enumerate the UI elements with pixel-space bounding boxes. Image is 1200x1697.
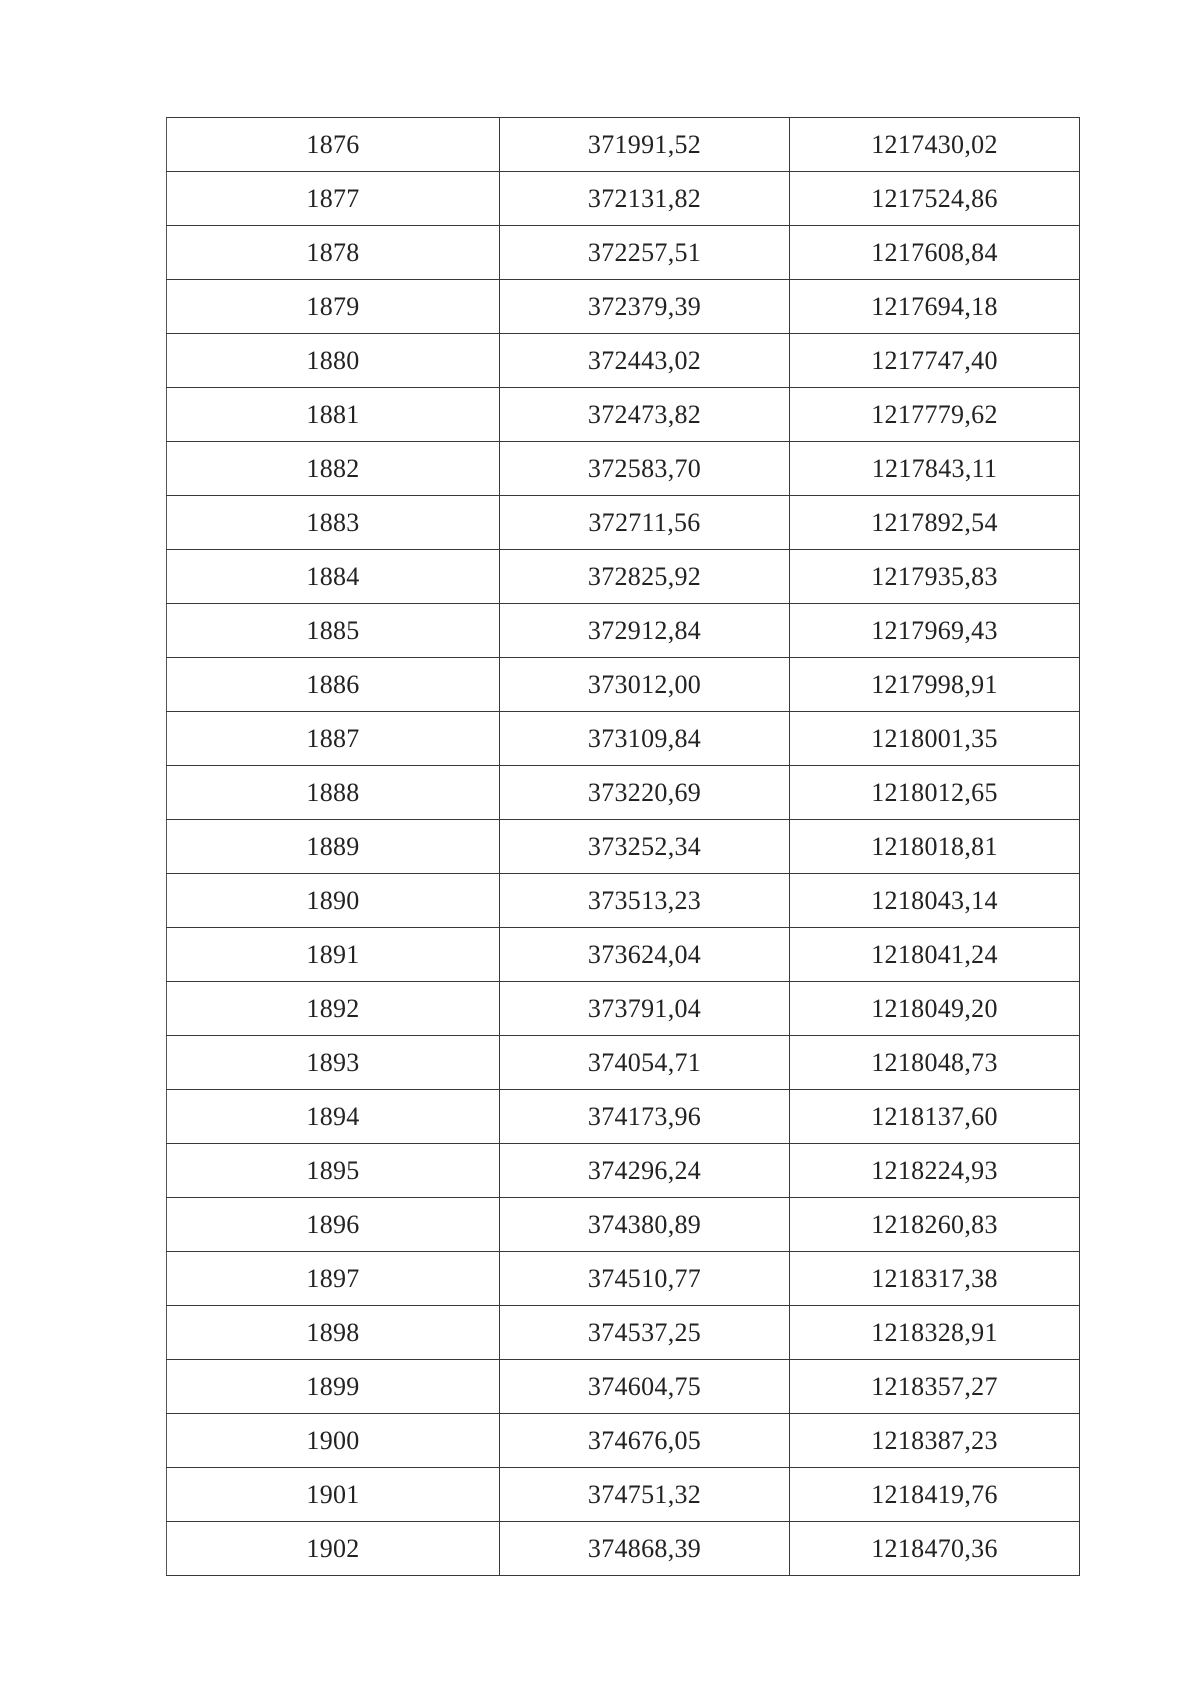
x-coordinate-cell: 372711,56 xyxy=(500,496,790,550)
y-coordinate-cell: 1218041,24 xyxy=(790,928,1080,982)
point-number-cell: 1890 xyxy=(167,874,500,928)
point-number-cell: 1895 xyxy=(167,1144,500,1198)
y-coordinate-cell: 1217969,43 xyxy=(790,604,1080,658)
y-coordinate-cell: 1218419,76 xyxy=(790,1468,1080,1522)
point-number-cell: 1878 xyxy=(167,226,500,280)
x-coordinate-cell: 372583,70 xyxy=(500,442,790,496)
x-coordinate-cell: 374676,05 xyxy=(500,1414,790,1468)
x-coordinate-cell: 372825,92 xyxy=(500,550,790,604)
point-number-cell: 1888 xyxy=(167,766,500,820)
table-row xyxy=(167,604,1080,658)
x-coordinate-cell: 373513,23 xyxy=(500,874,790,928)
y-coordinate-cell: 1218137,60 xyxy=(790,1090,1080,1144)
table-row xyxy=(167,388,1080,442)
point-number-cell: 1897 xyxy=(167,1252,500,1306)
point-number-cell: 1901 xyxy=(167,1468,500,1522)
y-coordinate-cell: 1218328,91 xyxy=(790,1306,1080,1360)
y-coordinate-cell: 1218043,14 xyxy=(790,874,1080,928)
point-number-cell: 1876 xyxy=(167,118,500,172)
x-coordinate-cell: 374510,77 xyxy=(500,1252,790,1306)
point-number-cell: 1894 xyxy=(167,1090,500,1144)
table-row xyxy=(167,766,1080,820)
x-coordinate-cell: 373791,04 xyxy=(500,982,790,1036)
y-coordinate-cell: 1218049,20 xyxy=(790,982,1080,1036)
x-coordinate-cell: 373220,69 xyxy=(500,766,790,820)
point-number-cell: 1898 xyxy=(167,1306,500,1360)
x-coordinate-cell: 374054,71 xyxy=(500,1036,790,1090)
table-row xyxy=(167,1522,1080,1576)
y-coordinate-cell: 1218018,81 xyxy=(790,820,1080,874)
y-coordinate-cell: 1218260,83 xyxy=(790,1198,1080,1252)
point-number-cell: 1879 xyxy=(167,280,500,334)
y-coordinate-cell: 1217608,84 xyxy=(790,226,1080,280)
point-number-cell: 1882 xyxy=(167,442,500,496)
y-coordinate-cell: 1217843,11 xyxy=(790,442,1080,496)
table-row xyxy=(167,712,1080,766)
point-number-cell: 1900 xyxy=(167,1414,500,1468)
point-number-cell: 1880 xyxy=(167,334,500,388)
coordinates-table-body xyxy=(167,118,1080,1576)
table-row xyxy=(167,226,1080,280)
y-coordinate-cell: 1217998,91 xyxy=(790,658,1080,712)
y-coordinate-cell: 1218357,27 xyxy=(790,1360,1080,1414)
point-number-cell: 1881 xyxy=(167,388,500,442)
x-coordinate-cell: 372473,82 xyxy=(500,388,790,442)
point-number-cell: 1887 xyxy=(167,712,500,766)
x-coordinate-cell: 372912,84 xyxy=(500,604,790,658)
table-row xyxy=(167,1360,1080,1414)
point-number-cell: 1896 xyxy=(167,1198,500,1252)
point-number-cell: 1886 xyxy=(167,658,500,712)
table-row xyxy=(167,928,1080,982)
table-row xyxy=(167,982,1080,1036)
y-coordinate-cell: 1217892,54 xyxy=(790,496,1080,550)
table-row xyxy=(167,1198,1080,1252)
y-coordinate-cell: 1217524,86 xyxy=(790,172,1080,226)
x-coordinate-cell: 372379,39 xyxy=(500,280,790,334)
point-number-cell: 1891 xyxy=(167,928,500,982)
x-coordinate-cell: 374296,24 xyxy=(500,1144,790,1198)
y-coordinate-cell: 1218001,35 xyxy=(790,712,1080,766)
table-row xyxy=(167,442,1080,496)
x-coordinate-cell: 374380,89 xyxy=(500,1198,790,1252)
x-coordinate-cell: 373109,84 xyxy=(500,712,790,766)
table-row xyxy=(167,1468,1080,1522)
point-number-cell: 1884 xyxy=(167,550,500,604)
table-row xyxy=(167,334,1080,388)
x-coordinate-cell: 373252,34 xyxy=(500,820,790,874)
table-row xyxy=(167,550,1080,604)
y-coordinate-cell: 1217779,62 xyxy=(790,388,1080,442)
table-row xyxy=(167,1144,1080,1198)
point-number-cell: 1885 xyxy=(167,604,500,658)
table-row xyxy=(167,820,1080,874)
point-number-cell: 1877 xyxy=(167,172,500,226)
y-coordinate-cell: 1218470,36 xyxy=(790,1522,1080,1576)
table-row xyxy=(167,874,1080,928)
y-coordinate-cell: 1217694,18 xyxy=(790,280,1080,334)
point-number-cell: 1899 xyxy=(167,1360,500,1414)
y-coordinate-cell: 1218387,23 xyxy=(790,1414,1080,1468)
point-number-cell: 1893 xyxy=(167,1036,500,1090)
table-row xyxy=(167,172,1080,226)
table-row xyxy=(167,658,1080,712)
table-row xyxy=(167,1306,1080,1360)
y-coordinate-cell: 1218012,65 xyxy=(790,766,1080,820)
y-coordinate-cell: 1217747,40 xyxy=(790,334,1080,388)
table-row xyxy=(167,118,1080,172)
x-coordinate-cell: 374868,39 xyxy=(500,1522,790,1576)
x-coordinate-cell: 372257,51 xyxy=(500,226,790,280)
x-coordinate-cell: 373012,00 xyxy=(500,658,790,712)
x-coordinate-cell: 374751,32 xyxy=(500,1468,790,1522)
point-number-cell: 1889 xyxy=(167,820,500,874)
y-coordinate-cell: 1217935,83 xyxy=(790,550,1080,604)
x-coordinate-cell: 374604,75 xyxy=(500,1360,790,1414)
x-coordinate-cell: 373624,04 xyxy=(500,928,790,982)
table-row xyxy=(167,1036,1080,1090)
point-number-cell: 1902 xyxy=(167,1522,500,1576)
y-coordinate-cell: 1217430,02 xyxy=(790,118,1080,172)
x-coordinate-cell: 372443,02 xyxy=(500,334,790,388)
x-coordinate-cell: 374537,25 xyxy=(500,1306,790,1360)
point-number-cell: 1883 xyxy=(167,496,500,550)
x-coordinate-cell: 374173,96 xyxy=(500,1090,790,1144)
y-coordinate-cell: 1218048,73 xyxy=(790,1036,1080,1090)
x-coordinate-cell: 371991,52 xyxy=(500,118,790,172)
table-row xyxy=(167,1414,1080,1468)
table-row xyxy=(167,496,1080,550)
table-row xyxy=(167,1090,1080,1144)
y-coordinate-cell: 1218317,38 xyxy=(790,1252,1080,1306)
y-coordinate-cell: 1218224,93 xyxy=(790,1144,1080,1198)
point-number-cell: 1892 xyxy=(167,982,500,1036)
x-coordinate-cell: 372131,82 xyxy=(500,172,790,226)
table-row xyxy=(167,1252,1080,1306)
coordinates-table xyxy=(166,117,1080,1576)
table-row xyxy=(167,280,1080,334)
